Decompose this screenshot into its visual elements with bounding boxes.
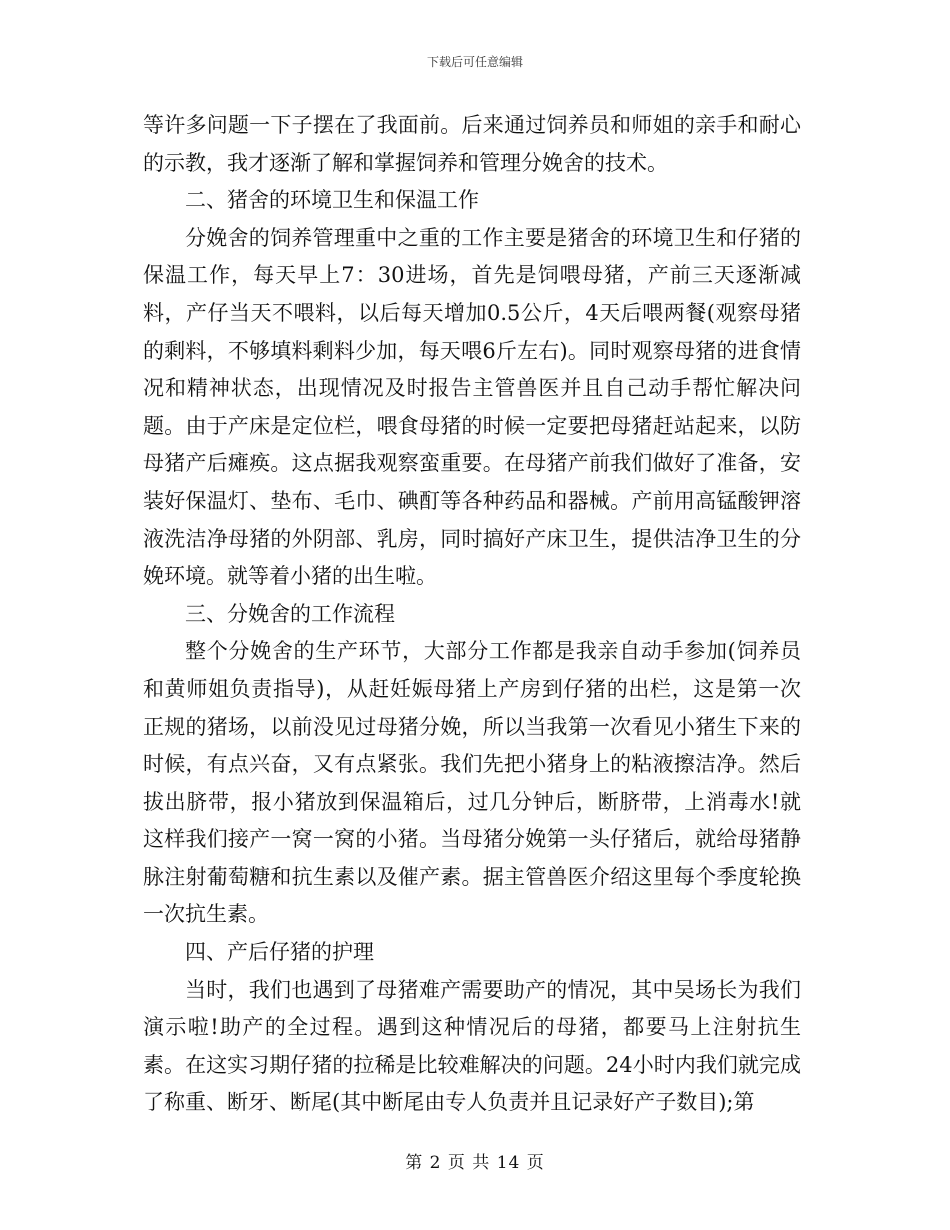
paragraph-continuation: 等许多问题一下子摆在了我面前。后来通过饲养员和师姐的亲手和耐心的示教，我才逐渐了解和掌握饲养和管理分娩舍的技术。 [143,113,801,175]
paragraph-section-2: 分娩舍的饲养管理重中之重的工作主要是猪舍的环境卫生和仔猪的保温工作，每天早上7：30进场，首先是饲喂母猪，产前三天逐渐减料，产仔当天不喂料，以后每天增加0.5公斤，4天后喂两餐(观察母猪的剩料，不够填料剩料少加，每天喂6斤左右)。同时观察母猪的进食情况和精神状态，出现情况及时报告主管兽医并且自己动手帮忙解决问题。由于产床是定位栏，喂食母猪的时候一定要把母猪赶站起来，以防母猪产后瘫痪。这点据我观察蛮重要。在母猪产前我们做好了准备，安装好保温灯、垫布、毛巾、碘酊等各种药品和器械。产前用高锰酸钾溶液洗洁净母猪的外阴部、乳房，同时搞好产床卫生，提供洁净卫生的分娩环境。就等着小猪的出生啦。 [143,225,801,589]
section-heading-3: 三、分娩舍的工作流程 [185,601,395,626]
document-body [143,107,801,1122]
header-note: 下载后可任意编辑 [426,55,523,69]
section-heading-2: 二、猪舍的环境卫生和保温工作 [185,188,479,213]
paragraph-section-3: 整个分娩舍的生产环节，大部分工作都是我亲自动手参加(饲养员和黄师姐负责指导)，从赶妊娠母猪上产房到仔猪的出栏，这是第一次正规的猪场，以前没见过母猪分娩，所以当我第一次看见小猪生下来的时候，有点兴奋，又有点紧张。我们先把小猪身上的粘液擦洁净。然后拔出脐带，报小猪放到保温箱后，过几分钟后，断脐带，上消毒水!就这样我们接产一窝一窝的小猪。当母猪分娩第一头仔猪后，就给母猪静脉注射葡萄糖和抗生素以及催产素。据主管兽医介绍这里每个季度轮换一次抗生素。 [143,639,801,927]
page-number: 第 2 页 共 14 页 [405,1153,545,1173]
paragraph-section-4: 当时，我们也遇到了母猪难产需要助产的情况，其中吴场长为我们演示啦!助产的全过程。遇到这种情况后的母猪，都要马上注射抗生素。在这实习期仔猪的拉稀是比较难解决的问题。24小时内我们就完成了称重、断牙、断尾(其中断尾由专人负责并且记录好产子数目);第 [143,977,801,1115]
section-heading-4: 四、产后仔猪的护理 [185,940,374,965]
